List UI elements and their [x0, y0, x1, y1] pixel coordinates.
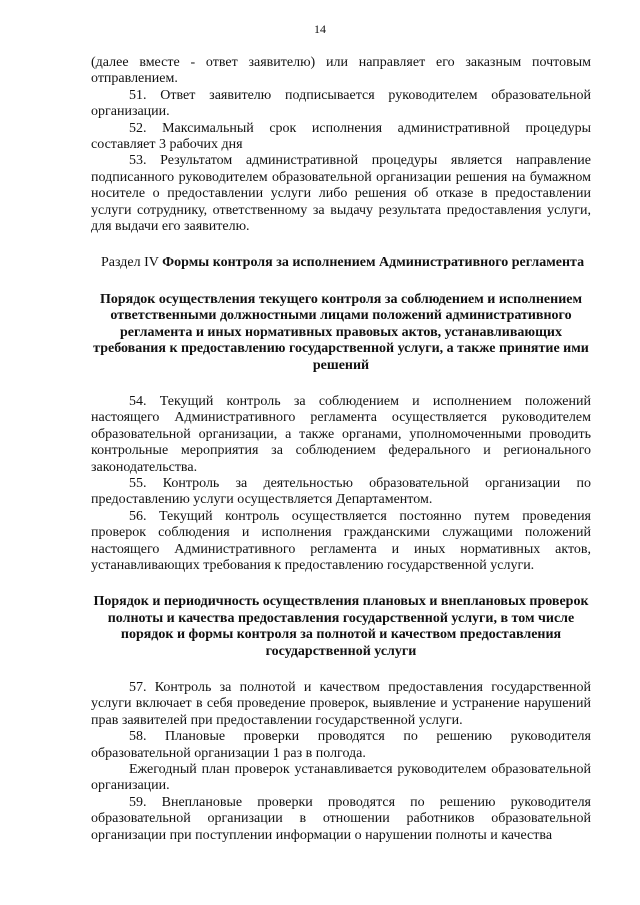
- paragraph-58: 58. Плановые проверки проводятся по решению руководителя образовательной организации 1 раз в полгода.: [91, 729, 591, 761]
- section-heading: [91, 255, 591, 271]
- document-body: [91, 55, 591, 844]
- paragraph-53: 53. Результатом административной процедуры является направление подписанного руководителем образовательной организации решения на бумажном носителе о предоставлении услуги либо решения об отказе в предоставлении услуги сотруднику, ответственному за выдачу результата предоставления услуги, для выдачи его заявителю.: [91, 153, 591, 235]
- paragraph-52: 52. Максимальный срок исполнения административной процедуры составляет 3 рабочих дня: [91, 120, 591, 153]
- paragraph-55: 55. Контроль за деятельностью образовательной организации по предоставлению услуги осуществляется Департаментом.: [91, 475, 591, 508]
- subsection-heading-current-control: Порядок осуществления текущего контроля за соблюдением и исполнением ответственными должностными лицами положений административного регламента и иных нормативных правовых актов, устанавливающих требования к предоставлению государственной услуги, а также принятие ими решений: [93, 291, 589, 373]
- paragraph-54: 54. Текущий контроль за соблюдением и исполнением положений настоящего Административного регламента осуществляется руководителем образовательной организации, а также органами, уполномоченными проводить контрольные мероприятия за соблюдением федерального и регионального законодательства.: [91, 393, 591, 475]
- paragraph-continuation: (далее вместе - ответ заявителю) или направляет его заказным почтовым отправлением.: [91, 55, 591, 87]
- paragraph-annual-plan: Ежегодный план проверок устанавливается руководителем образовательной организации.: [91, 762, 591, 794]
- section-prefix: Раздел IV: [101, 255, 163, 271]
- paragraph-56: 56. Текущий контроль осуществляется постоянно путем проведения проверок соблюдения и исполнения гражданскими служащими положений настоящего Административного регламента и иных нормативных актов, устанавливающих требования к предоставлению государственной услуги.: [91, 508, 591, 573]
- paragraph-57: 57. Контроль за полнотой и качеством предоставления государственной услуги включает в себя проведение проверок, выявление и устранение нарушений прав заявителей при предоставлении государственной услуги.: [91, 680, 591, 728]
- section-title: Формы контроля за исполнением Административного регламента: [162, 255, 585, 271]
- paragraph-51: 51. Ответ заявителю подписывается руководителем образовательной организации.: [91, 87, 591, 120]
- page-number: 14: [314, 22, 326, 36]
- paragraph-59: 59. Внеплановые проверки проводятся по решению руководителя образовательной организации в отношении работников образовательной организации при поступлении информации о нарушении полноты и качества: [91, 794, 591, 843]
- subsection-heading-inspections: Порядок и периодичность осуществления плановых и внеплановых проверок полноты и качества предоставления государственной услуги, в том числе порядок и формы контроля за полнотой и качеством предоставления государственной услуги: [93, 594, 589, 659]
